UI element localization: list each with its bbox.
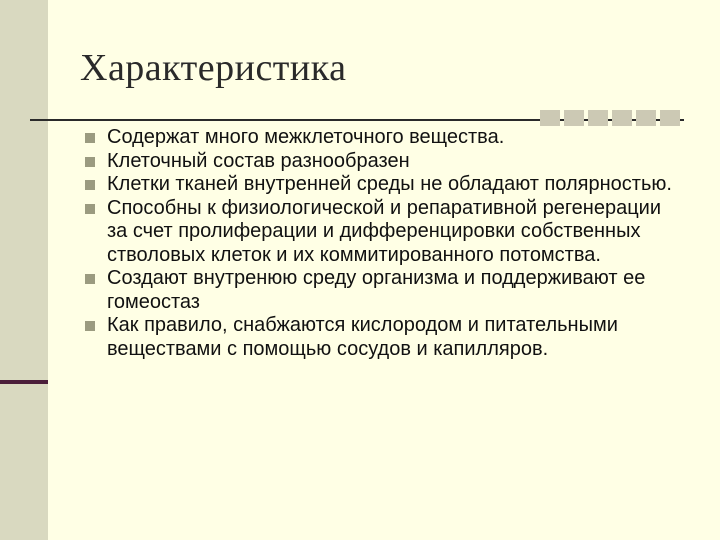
bullet-item	[85, 173, 685, 197]
slide-title: Характеристика	[80, 47, 347, 89]
bullet-text: Создают внутренюю среду организма и поддерживают ее гомеостаз	[107, 267, 646, 313]
square-bullet-icon	[85, 321, 95, 331]
left-decor-strip	[0, 0, 48, 540]
bullet-text: Содержат много межклеточного вещества.	[107, 126, 505, 148]
bullet-text: Способны к физиологической и репаративной регенерации за счет пролиферации и дифференцировки собственных стволовых клеток и их коммитированного потомства.	[107, 196, 662, 266]
bullet-text: Клеточный состав разнообразен	[107, 149, 410, 172]
bullet-item	[85, 314, 685, 361]
square-bullet-icon	[85, 274, 95, 284]
bullet-item	[85, 150, 685, 174]
square-bullet-icon	[85, 133, 95, 143]
bullet-list	[85, 126, 685, 361]
bullet-text: Как правило, снабжаются кислородом и питательными веществами с помощью сосудов и капилляров.	[107, 314, 618, 360]
bullet-text: Клетки тканей внутренней среды не обладают полярностью.	[107, 173, 672, 195]
left-accent-bar	[0, 380, 48, 384]
bullet-item	[85, 126, 685, 150]
decorative-bar-pattern	[540, 110, 684, 126]
square-bullet-icon	[85, 157, 95, 167]
bullet-item	[85, 197, 685, 268]
square-bullet-icon	[85, 180, 95, 190]
bullet-item	[85, 267, 685, 314]
square-bullet-icon	[85, 204, 95, 214]
